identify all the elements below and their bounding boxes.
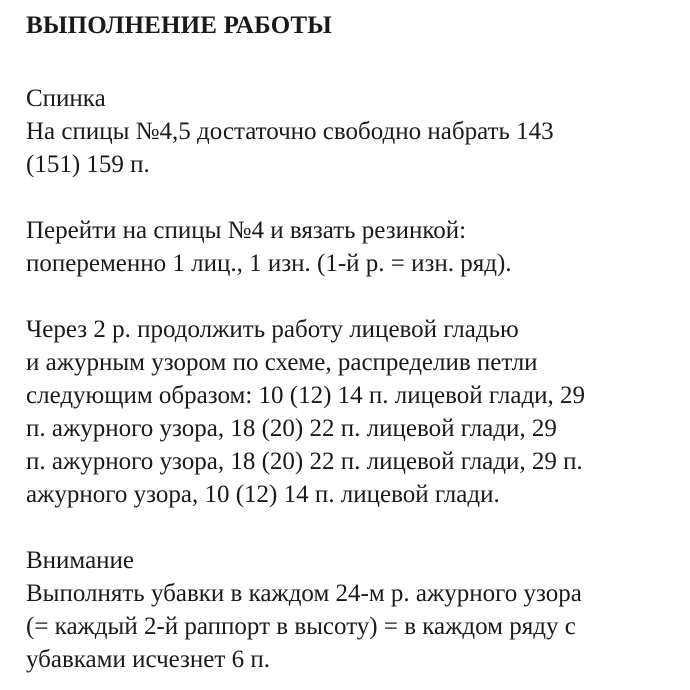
spacer <box>26 511 676 544</box>
text-line: (151) 159 п. <box>26 151 150 178</box>
section-pattern <box>26 313 676 511</box>
page-title: ВЫПОЛНЕНИЕ РАБОТЫ <box>26 12 332 39</box>
text-line: следующим образом: 10 (12) 14 п. лицевой глади, 29 <box>26 382 586 409</box>
section-heading-attention: Внимание <box>26 547 135 574</box>
section-heading-back: Спинка <box>26 85 106 112</box>
section-attention <box>26 544 676 676</box>
text-line: На спицы №4,5 достаточно свободно набрать 143 <box>26 118 554 145</box>
section-ribbing <box>26 214 676 280</box>
text-line: Через 2 р. продолжить работу лицевой гладью <box>26 316 519 343</box>
text-line: п. ажурного узора, 18 (20) 22 п. лицевой глади, 29 <box>26 415 557 442</box>
document-page <box>26 8 676 676</box>
spacer <box>26 44 676 82</box>
text-line: ажурного узора, 10 (12) 14 п. лицевой глади. <box>26 481 500 508</box>
text-line: Выполнять убавки в каждом 24-м р. ажурного узора <box>26 580 582 607</box>
section-back <box>26 82 676 181</box>
spacer <box>26 280 676 313</box>
text-line: Перейти на спицы №4 и вязать резинкой: <box>26 217 467 244</box>
text-line: убавками исчезнет 6 п. <box>26 646 270 673</box>
text-line: (= каждый 2-й раппорт в высоту) = в каждом ряду с <box>26 613 576 640</box>
text-line: попеременно 1 лиц., 1 изн. (1-й р. = изн. ряд). <box>26 250 512 277</box>
text-line: п. ажурного узора, 18 (20) 22 п. лицевой глади, 29 п. <box>26 448 583 475</box>
spacer <box>26 181 676 214</box>
text-line: и ажурным узором по схеме, распределив петли <box>26 349 538 376</box>
